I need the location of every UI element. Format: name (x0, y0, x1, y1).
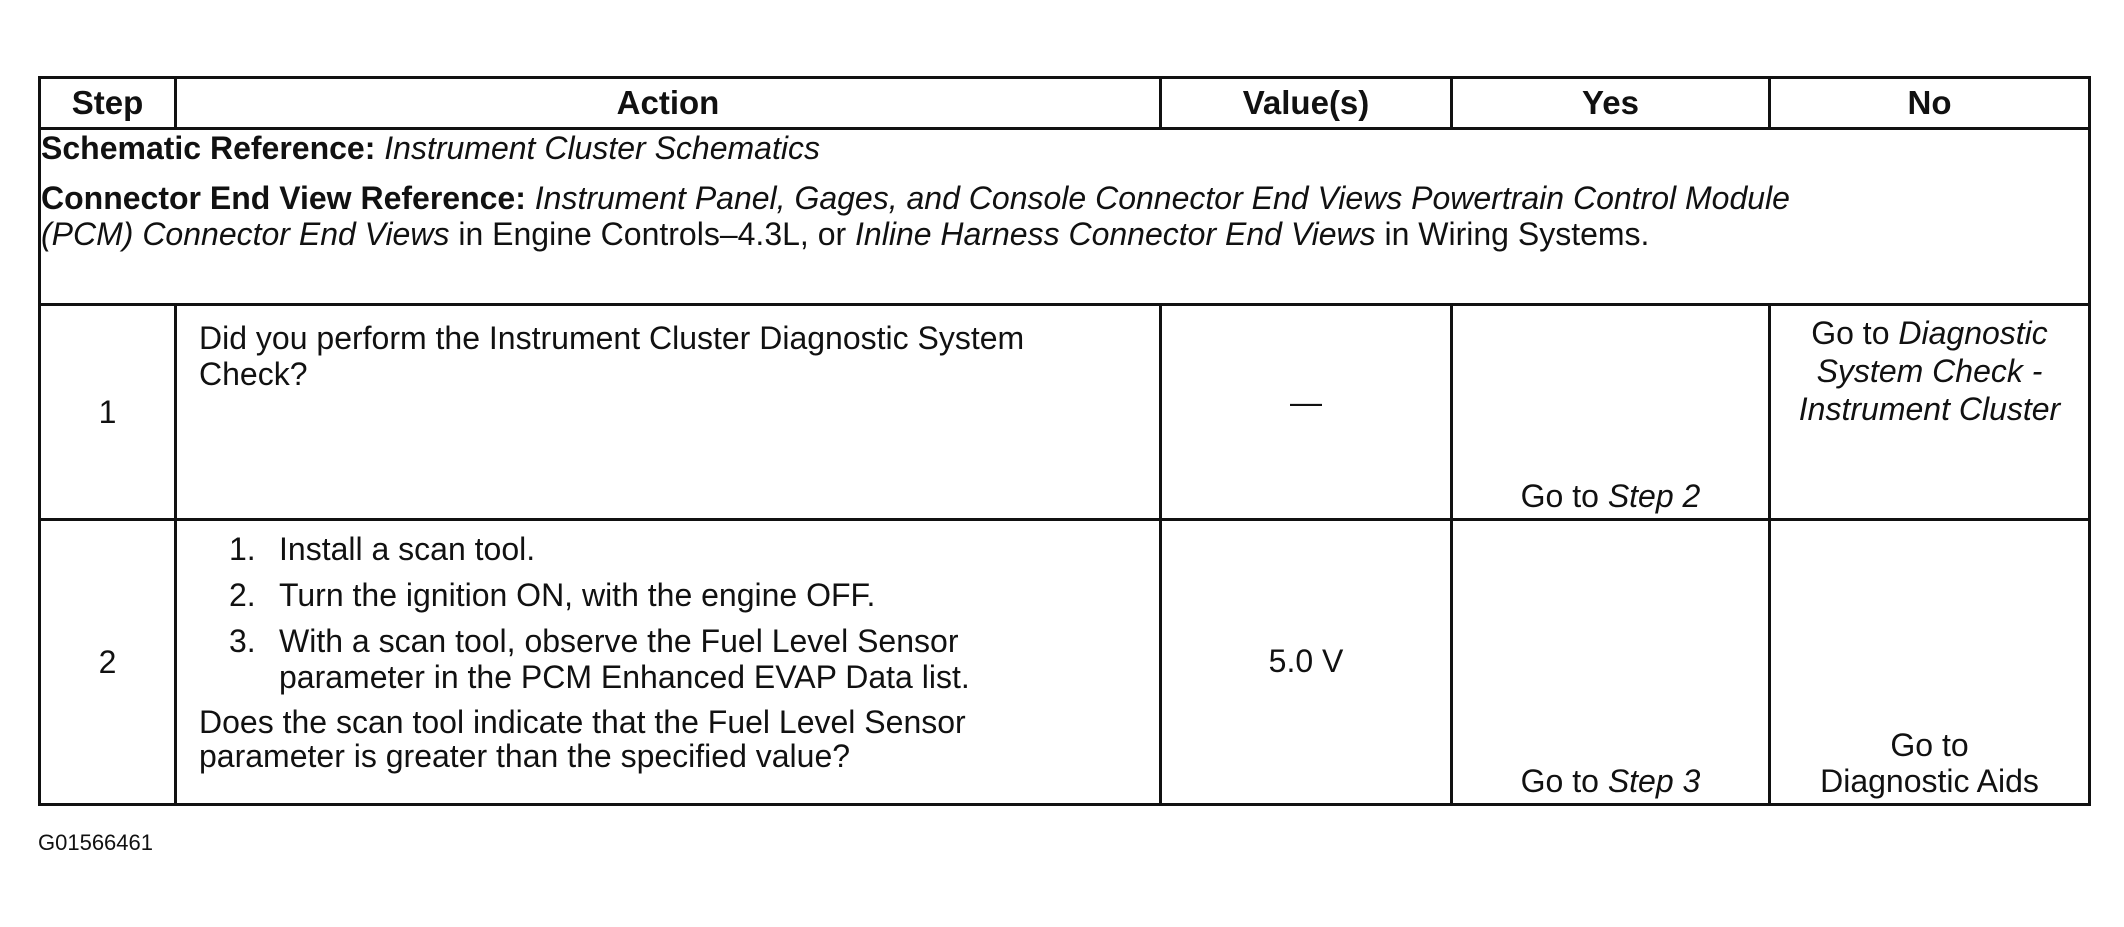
substep-text: With a scan tool, observe the Fuel Level Sensor parameter in the PCM Enhanced EVAP Data list. (279, 623, 970, 695)
step-number-1: 1 (40, 305, 176, 520)
action-question-2: Does the scan tool indicate that the Fuel Level Sensor parameter is greater than the specified value? (199, 704, 966, 774)
header-no: No (1770, 78, 2090, 129)
no-cell-1 (1770, 305, 2090, 520)
substep-number: 1. (229, 531, 256, 567)
no-result-1 (1771, 306, 2088, 428)
connector-reference-text-1: in Engine Controls–4.3L, or (449, 216, 856, 252)
yes-cell-2 (1452, 520, 1770, 805)
header-yes: Yes (1452, 78, 1770, 129)
header-step: Step (40, 78, 176, 129)
table-row-step-2 (40, 520, 2090, 805)
step-number-2: 2 (40, 520, 176, 805)
yes-cell-1 (1452, 305, 1770, 520)
yes-prefix-1: Go to (1520, 478, 1608, 514)
header-values: Value(s) (1161, 78, 1452, 129)
value-2: 5.0 V (1268, 643, 1344, 679)
substep-text: Turn the ignition ON, with the engine OFF. (279, 577, 876, 613)
action-text-1: Did you perform the Instrument Cluster Diagnostic System Check? (199, 320, 1025, 392)
list-item (199, 531, 1159, 567)
header-action: Action (176, 78, 1161, 129)
no-line-2: Diagnostic Aids (1820, 763, 2039, 799)
no-cell-2 (1770, 520, 2090, 805)
yes-link-1: Step 2 (1607, 478, 1701, 514)
schematic-reference (41, 130, 2088, 166)
no-result-2 (1771, 727, 2088, 799)
schematic-reference-link: Instrument Cluster Schematics (384, 130, 820, 166)
header-row (40, 78, 2090, 129)
substep-list (199, 531, 1159, 695)
action-content-2 (177, 521, 1159, 773)
connector-reference-label: Connector End View Reference: (41, 180, 526, 216)
value-1: — (1290, 384, 1322, 420)
action-cell-2 (176, 520, 1161, 805)
no-line-1: Go to (1890, 727, 1969, 763)
connector-reference (41, 180, 1801, 252)
yes-prefix-2: Go to (1520, 763, 1608, 799)
value-cell-1 (1161, 305, 1452, 520)
figure-id: G01566461 (38, 830, 153, 855)
reference-cell (40, 129, 2090, 305)
action-cell-1 (176, 305, 1161, 520)
yes-link-2: Step 3 (1607, 763, 1701, 799)
reference-row (40, 129, 2090, 305)
yes-result-2 (1453, 763, 1768, 799)
connector-reference-text-2: in Wiring Systems. (1375, 216, 1650, 252)
no-prefix-1: Go to (1811, 315, 1899, 351)
substep-number: 2. (229, 577, 256, 613)
list-item (199, 577, 1159, 613)
schematic-reference-label: Schematic Reference: (41, 130, 376, 166)
substep-number: 3. (229, 623, 256, 659)
table-row-step-1 (40, 305, 2090, 520)
yes-result-1 (1453, 478, 1768, 514)
connector-reference-link-1: Instrument Panel, Gages, and Console Connector End Views Powertrain Control Module (PCM) Connector End Views (41, 180, 1790, 252)
substep-text: Install a scan tool. (279, 531, 536, 567)
value-cell-2 (1161, 520, 1452, 805)
list-item (199, 623, 1059, 695)
connector-reference-link-2: Inline Harness Connector End Views (855, 216, 1376, 252)
diagnostic-table (38, 76, 2091, 806)
no-link-1: Diagnostic System Check - Instrument Cluster (1798, 315, 2061, 427)
